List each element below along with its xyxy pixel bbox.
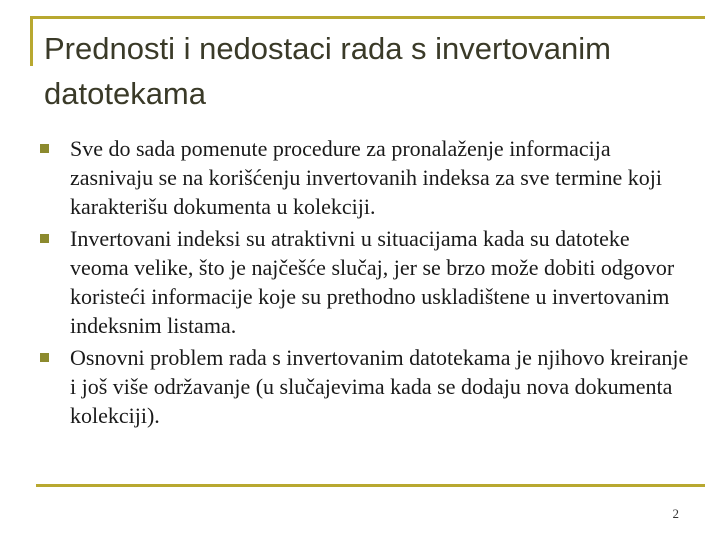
- bullet-list: [40, 134, 690, 433]
- frame-left-line: [30, 16, 33, 66]
- bullet-text: Sve do sada pomenute procedure za pronalaženje informacija zasnivaju se na korišćenju invertovanih indeksa za sve termine koji karakterišu dokumenta u kolekciji.: [70, 136, 662, 219]
- frame-top-line: [30, 16, 705, 19]
- bullet-item-1: [40, 134, 690, 221]
- slide-title: Prednosti i nedostaci rada s invertovanim datotekama: [44, 31, 611, 111]
- square-bullet-icon: [40, 353, 49, 362]
- square-bullet-icon: [40, 234, 49, 243]
- page-number: 2: [672, 506, 679, 521]
- bullet-item-3: [40, 343, 690, 430]
- frame-bottom-line: [36, 484, 705, 487]
- square-bullet-icon: [40, 144, 49, 153]
- bullet-item-2: [40, 224, 690, 340]
- bullet-text: Osnovni problem rada s invertovanim datotekama je njihovo kreiranje i još više održavanje (u slučajevima kada se dodaju nova dokumenta kolekciji).: [70, 345, 689, 428]
- bullet-text: Invertovani indeksi su atraktivni u situacijama kada su datoteke veoma velike, što je najčešće slučaj, jer se brzo može dobiti odgovor koristeći informacije koje su prethodno uskladištene u invertovanim indeksnim listama.: [70, 226, 675, 338]
